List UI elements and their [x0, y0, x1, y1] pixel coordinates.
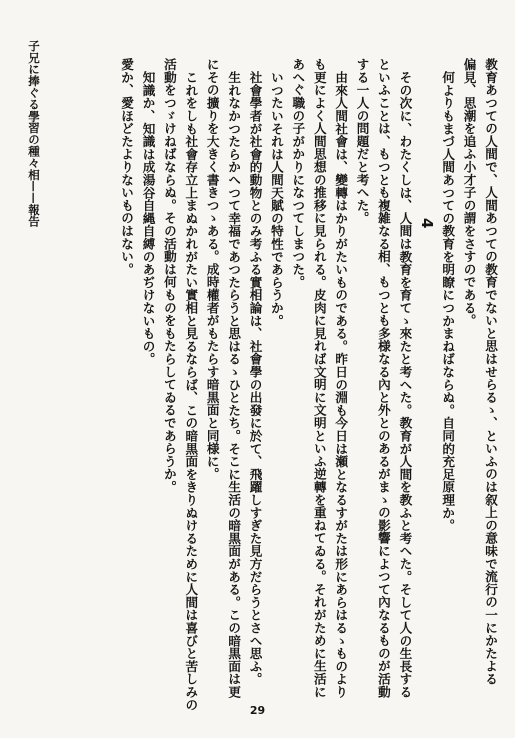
- page-number: 29: [249, 704, 266, 717]
- text-line: あへぐ職の子がかりになつてしまつた。: [290, 58, 306, 289]
- text-line: 活動をつゞけねばならぬ。その活動は何ものをもたらしてゐるであらうか。: [161, 58, 177, 494]
- running-header: 子兄に捧ぐる學習の種々相——報告: [27, 40, 41, 228]
- text-line: いつたいそれは人間天賦の特性であらうか。: [268, 71, 284, 327]
- text-line: といふことは、もつとも複雑なる相、もつとも多様なる內と外とのあるがまゝの影響によつて內なるものが活動: [375, 58, 391, 698]
- section-number: 4: [417, 218, 436, 229]
- text-line: にその擴りを大きく書きつゝある。成時權者がもたらす暗黒面と同様に。: [204, 58, 220, 481]
- text-line: 偏見、思潮を追ふ小才子の謂をさすのである。: [461, 58, 477, 327]
- text-line: 知識か、知識は成湯谷自縄自縛のあぢけないもの。: [140, 71, 156, 366]
- text-line: 何よりもまづ人間あつての教育を明瞭につかまねばならぬ。自同的充足原理か。: [440, 71, 456, 532]
- text-line: その次に、わたくしは、人間は教育を育てゝ來たと考へた。教育が人間を教ふと考へた。そして人の生長する: [397, 71, 413, 699]
- text-line: 愛か、愛ほどたよりないものはない。: [119, 58, 135, 276]
- text-line: 教育あつての人間で、人間あつての教育でないと思はせらるゝ、といふのは叙上の意味で流行の一にかたよる: [483, 58, 498, 686]
- text-line: 由來人間社會は、變轉はかりがたいものである。昨日の淵も今日は瀬となるすがたは形にあらはるゝものより: [333, 71, 349, 699]
- text-line: これをしも社會存立上まぬかれがたい實相と見るならば、この暗黒面をきりぬけるために人間は喜びと苦しみの: [183, 71, 199, 711]
- text-line: 生れなかつたらかへつて幸福であつたらうと思はるゝひとたち。そこに生活の暗黒面がある。この暗黒面は更: [226, 71, 242, 699]
- text-line: 社會學者が社會的動物とのみ考ふる實相論は、社會學の出發に於て、飛躍しすぎた見方だらうとさへ思ふ。: [247, 71, 263, 686]
- text-line: も更によく人間思想の推移に見られる。皮肉に見れば文明に文明といふ逆轉を重ねてゐる。それがために生活に: [311, 58, 327, 698]
- text-line: する一人の問題だと考へた。: [354, 58, 370, 225]
